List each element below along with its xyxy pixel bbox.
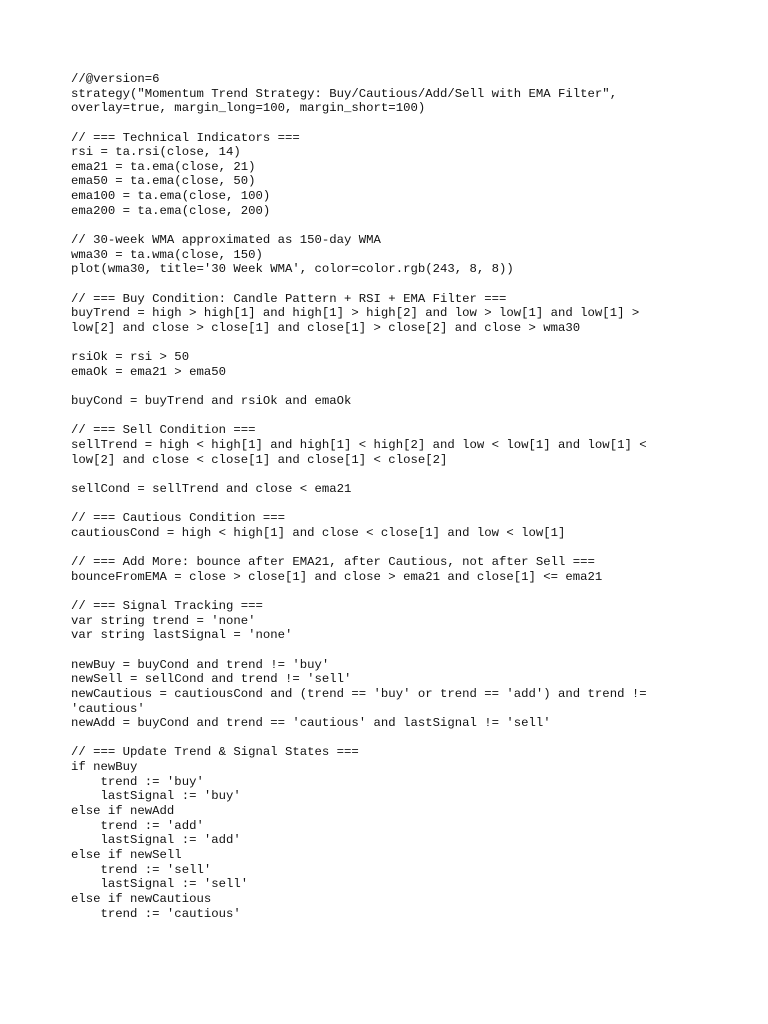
code-line: [71, 379, 731, 394]
code-line: low[2] and close < close[1] and close[1] < close[2]: [71, 452, 448, 467]
code-line: //@version=6: [71, 72, 160, 86]
code-line: // 30-week WMA approximated as 150-day WMA: [71, 233, 381, 248]
code-line: [71, 277, 731, 292]
code-line: sellTrend = high < high[1] and high[1] < high[2] and low < low[1] and low[1] <: [71, 438, 647, 453]
code-line: newBuy = buyCond and trend != 'buy': [71, 657, 330, 672]
code-line: [71, 541, 731, 556]
code-line: overlay=true, margin_long=100, margin_short=100): [71, 101, 426, 116]
code-line: lastSignal := 'buy': [71, 789, 241, 804]
code-line: [71, 336, 731, 351]
code-line: // === Sell Condition ===: [71, 423, 256, 438]
code-line: sellCond = sellTrend and close < ema21: [71, 481, 352, 496]
code-line: newSell = sellCond and trend != 'sell': [71, 672, 352, 687]
code-line: // === Update Trend & Signal States ===: [71, 745, 359, 760]
code-line: trend := 'add': [71, 818, 204, 833]
code-line: else if newCautious: [71, 891, 212, 906]
code-line: // === Buy Condition: Candle Pattern + RSI + EMA Filter ===: [71, 291, 507, 306]
code-line: // === Cautious Condition ===: [71, 511, 286, 526]
code-line: emaOk = ema21 > ema50: [71, 364, 226, 379]
code-line: [71, 467, 731, 482]
code-line: ema100 = ta.ema(close, 100): [71, 189, 271, 204]
code-line: [71, 218, 731, 233]
code-line: cautiousCond = high < high[1] and close < close[1] and low < low[1]: [71, 525, 566, 540]
code-line: ema200 = ta.ema(close, 200): [71, 203, 271, 218]
code-line: low[2] and close > close[1] and close[1] > close[2] and close > wma30: [71, 320, 581, 335]
code-line: // === Signal Tracking ===: [71, 599, 263, 614]
code-line: [71, 497, 731, 512]
code-line: bounceFromEMA = close > close[1] and close > ema21 and close[1] <= ema21: [71, 569, 603, 584]
code-line: plot(wma30, title='30 Week WMA', color=color.rgb(243, 8, 8)): [71, 262, 514, 277]
code-line: [71, 731, 731, 746]
code-line: buyCond = buyTrend and rsiOk and emaOk: [71, 394, 352, 409]
code-block: [71, 72, 731, 921]
code-line: // === Technical Indicators ===: [71, 130, 300, 145]
code-line: trend := 'sell': [71, 862, 212, 877]
code-line: lastSignal := 'add': [71, 833, 241, 848]
code-line: rsi = ta.rsi(close, 14): [71, 145, 241, 160]
code-line: trend := 'buy': [71, 774, 204, 789]
code-line: lastSignal := 'sell': [71, 877, 249, 892]
code-line: else if newSell: [71, 847, 182, 862]
code-line: 'cautious': [71, 701, 145, 716]
code-line: newAdd = buyCond and trend == 'cautious' and lastSignal != 'sell': [71, 716, 551, 731]
code-line: // === Add More: bounce after EMA21, after Cautious, not after Sell ===: [71, 555, 595, 570]
code-line: wma30 = ta.wma(close, 150): [71, 247, 263, 262]
code-line: [71, 116, 731, 131]
code-line: [71, 643, 731, 658]
code-line: trend := 'cautious': [71, 906, 241, 921]
code-line: [71, 409, 731, 424]
code-line: if newBuy: [71, 760, 138, 775]
code-line: buyTrend = high > high[1] and high[1] > high[2] and low > low[1] and low[1] >: [71, 306, 640, 321]
code-line: var string lastSignal = 'none': [71, 628, 293, 643]
code-line: var string trend = 'none': [71, 613, 256, 628]
code-line: rsiOk = rsi > 50: [71, 350, 190, 365]
code-line: newCautious = cautiousCond and (trend == 'buy' or trend == 'add') and trend !=: [71, 686, 647, 701]
code-line: ema21 = ta.ema(close, 21): [71, 159, 256, 174]
code-line: ema50 = ta.ema(close, 50): [71, 174, 256, 189]
code-line: strategy("Momentum Trend Strategy: Buy/Cautious/Add/Sell with EMA Filter",: [71, 86, 618, 101]
code-line: else if newAdd: [71, 804, 175, 819]
code-line: [71, 584, 731, 599]
